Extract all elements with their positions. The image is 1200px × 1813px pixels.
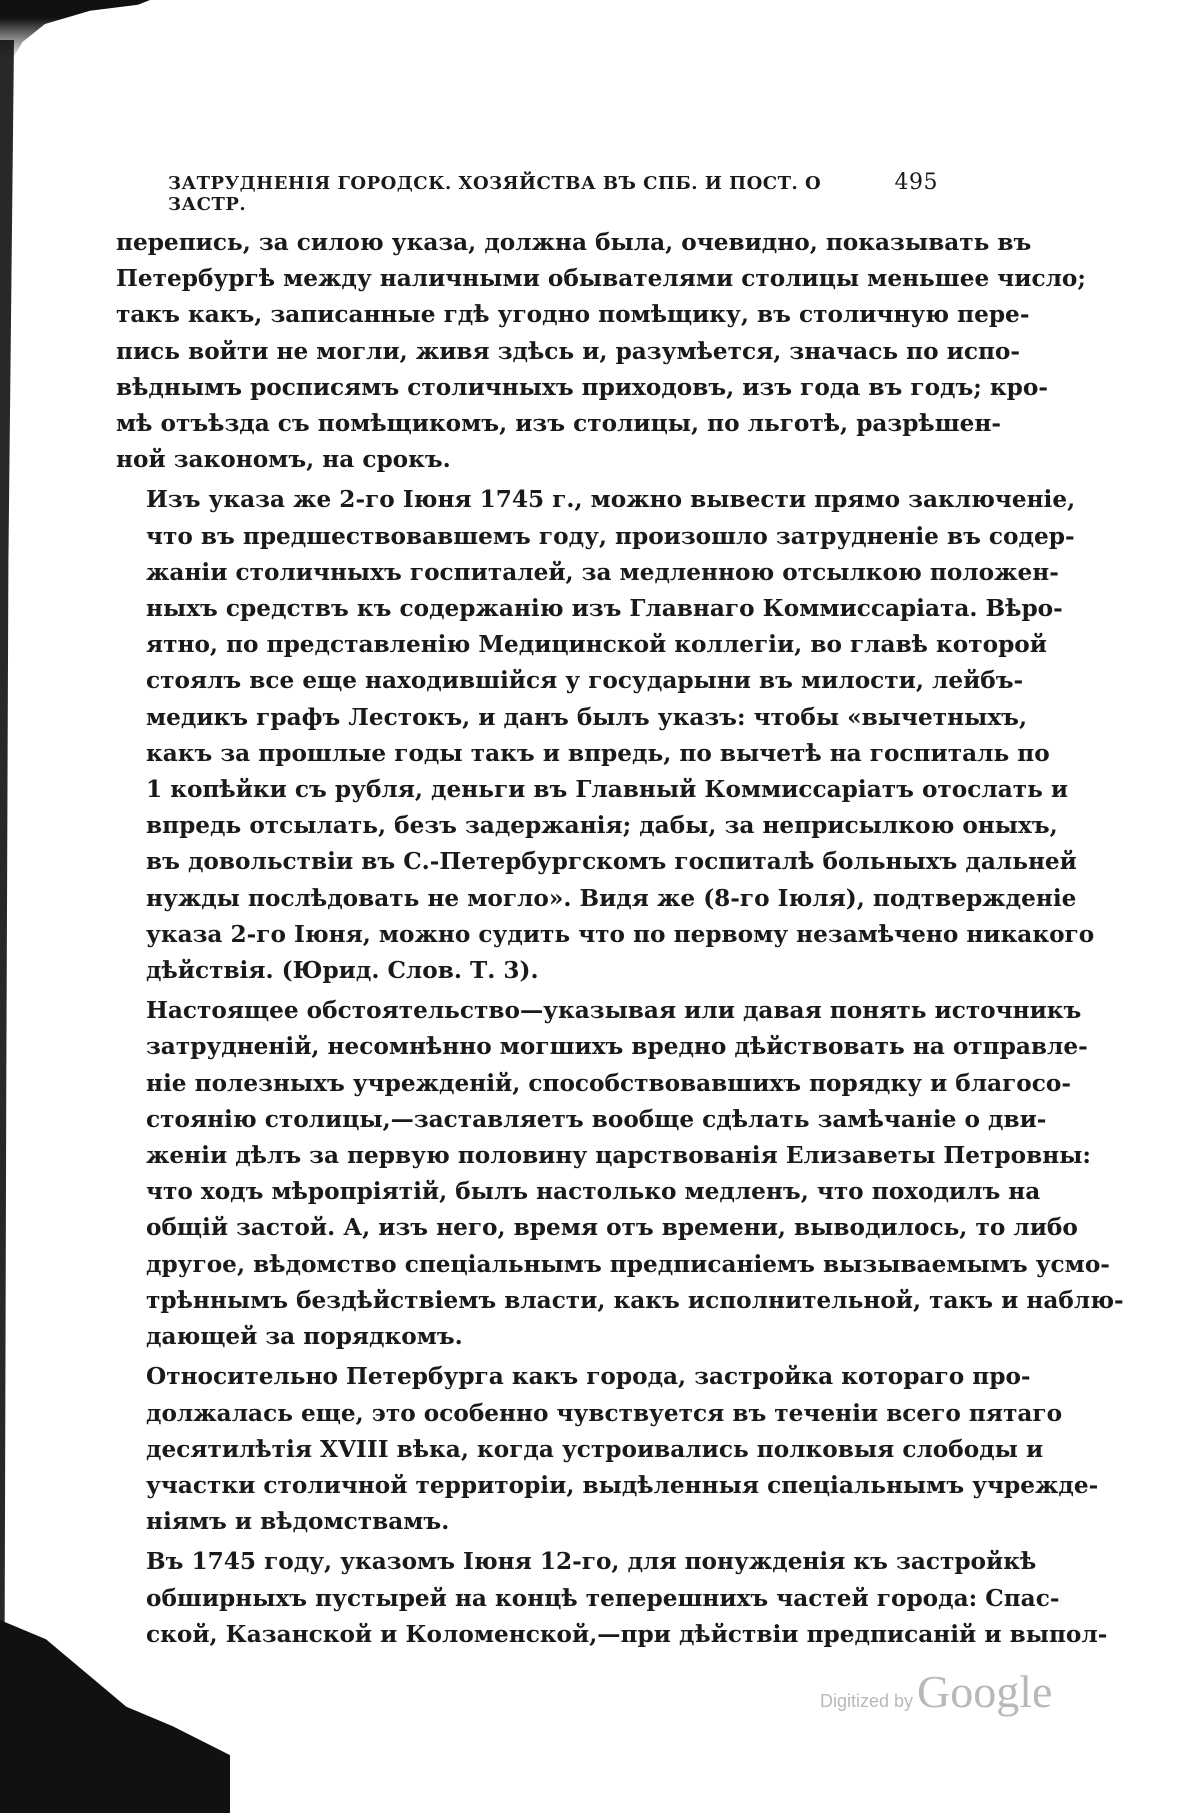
running-header (168, 170, 938, 215)
text-line: перепись, за силою указа, должна была, очевидно, показывать въ (116, 229, 1032, 256)
paragraph (116, 1359, 1099, 1540)
text-line: ской, Казанской и Коломенской,—при дѣйствіи предписаній и выпол- (146, 1620, 1108, 1648)
text-line: Изъ указа же 2-го Іюня 1745 г., можно вывести прямо заключеніе, (146, 486, 1076, 514)
text-line: дающей за порядкомъ. (146, 1323, 463, 1351)
text-line: дѣйствія. (Юрид. Слов. Т. 3). (146, 957, 539, 985)
text-line: трѣннымъ бездѣйствіемъ власти, какъ исполнительной, такъ и наблю- (146, 1286, 1124, 1314)
text-line: ніямъ и вѣдомствамъ. (146, 1508, 450, 1536)
text-line: такъ какъ, записанные гдѣ угодно помѣщику, въ столичную пере- (116, 301, 1030, 329)
text-line: мѣ отъѣзда съ помѣщикомъ, изъ столицы, по льготѣ, разрѣшен- (116, 410, 1002, 438)
scan-artifact-left (0, 40, 14, 1780)
text-line: общій застой. А, изъ него, время отъ времени, выводилось, то либо (146, 1214, 1078, 1242)
text-line: въ довольствіи въ С.-Петербургскомъ госпиталѣ больныхъ дальней (146, 848, 1077, 876)
text-line: 1 копѣйки съ рубля, деньги въ Главный Коммиссаріатъ отослать и (146, 776, 1069, 804)
paragraph (116, 225, 1086, 478)
text-line: десятилѣтія XVIII вѣка, когда устроивались полковыя слободы и (146, 1435, 1044, 1463)
paragraph (116, 993, 1124, 1355)
text-line: другое, вѣдомство спеціальнымъ предписаніемъ вызываемымъ усмо- (146, 1250, 1110, 1278)
text-line: должалась еще, это особенно чувствуется въ теченіи всего пятаго (146, 1399, 1063, 1427)
text-line: указа 2-го Іюня, можно судить что по первому незамѣчено никакого (146, 920, 1095, 948)
digitized-watermark (820, 1665, 1052, 1718)
text-line: впредь отсылать, безъ задержанія; дабы, за неприсылкою оныхъ, (146, 812, 1058, 840)
watermark-small-text: Digitized by (820, 1691, 914, 1711)
text-line: Настоящее обстоятельство—указывая или давая понять источникъ (146, 997, 1082, 1025)
text-line: стоянію столицы,—заставляетъ вообще сдѣлать замѣчаніе о дви- (146, 1105, 1047, 1133)
text-line: ятно, по представленію Медицинской коллегіи, во главѣ которой (146, 631, 1047, 659)
text-line: Петербургѣ между наличными обывателями столицы меньшее число; (116, 265, 1086, 293)
text-line: пись войти не могли, живя здѣсь и, разумѣется, значась по испо- (116, 337, 1021, 365)
text-line: медикъ графъ Лестокъ, и данъ былъ указъ: чтобы «вычетныхъ, (146, 703, 1028, 731)
paragraph (116, 1544, 1108, 1653)
running-header-title: ЗАТРУДНЕНІЯ ГОРОДСК. ХОЗЯЙСТВА ВЪ СПБ. И ПОСТ. О ЗАСТР. (168, 173, 822, 215)
watermark-logo-text: Google (917, 1666, 1053, 1717)
page-number: 495 (894, 170, 938, 195)
text-line: ніе полезныхъ учрежденій, способствовавшихъ порядку и благосо- (146, 1069, 1071, 1097)
text-line: какъ за прошлые годы такъ и впредь, по вычетѣ на госпиталь по (146, 739, 1050, 767)
text-line: что ходъ мѣропріятій, былъ настолько медленъ, что походилъ на (146, 1178, 1041, 1206)
text-line: ной закономъ, на срокъ. (116, 446, 451, 474)
text-line: ныхъ средствъ къ содержанію изъ Главнаго Коммиссаріата. Вѣро- (146, 595, 1063, 623)
text-line: стоялъ все еще находившійся у государыни въ милости, лейбъ- (146, 667, 1024, 695)
scan-artifact-top (0, 0, 150, 60)
text-line: вѣднымъ росписямъ столичныхъ приходовъ, изъ года въ годъ; кро- (116, 373, 1048, 401)
paragraph (116, 482, 1095, 989)
text-line: нужды послѣдовать не могло». Видя же (8-го Іюля), подтвержденіе (146, 884, 1077, 912)
text-line: участки столичной территоріи, выдѣленныя спеціальнымъ учрежде- (146, 1471, 1099, 1499)
text-line: затрудненій, несомнѣнно могшихъ вредно дѣйствовать на отправле- (146, 1033, 1088, 1061)
text-line: Въ 1745 году, указомъ Іюня 12-го, для понужденія къ застройкѣ (146, 1548, 1037, 1576)
text-line: обширныхъ пустырей на концѣ теперешнихъ частей города: Спас- (146, 1584, 1060, 1612)
body-text (116, 225, 1124, 1657)
text-line: Относительно Петербурга какъ города, застройка котораго про- (146, 1363, 1031, 1391)
text-line: женіи дѣлъ за первую половину царствованія Елизаветы Петровны: (146, 1142, 1091, 1170)
text-line: жаніи столичныхъ госпиталей, за медленною отсылкою положен- (146, 558, 1059, 586)
text-line: что въ предшествовавшемъ году, произошло затрудненіе въ содер- (146, 522, 1075, 550)
